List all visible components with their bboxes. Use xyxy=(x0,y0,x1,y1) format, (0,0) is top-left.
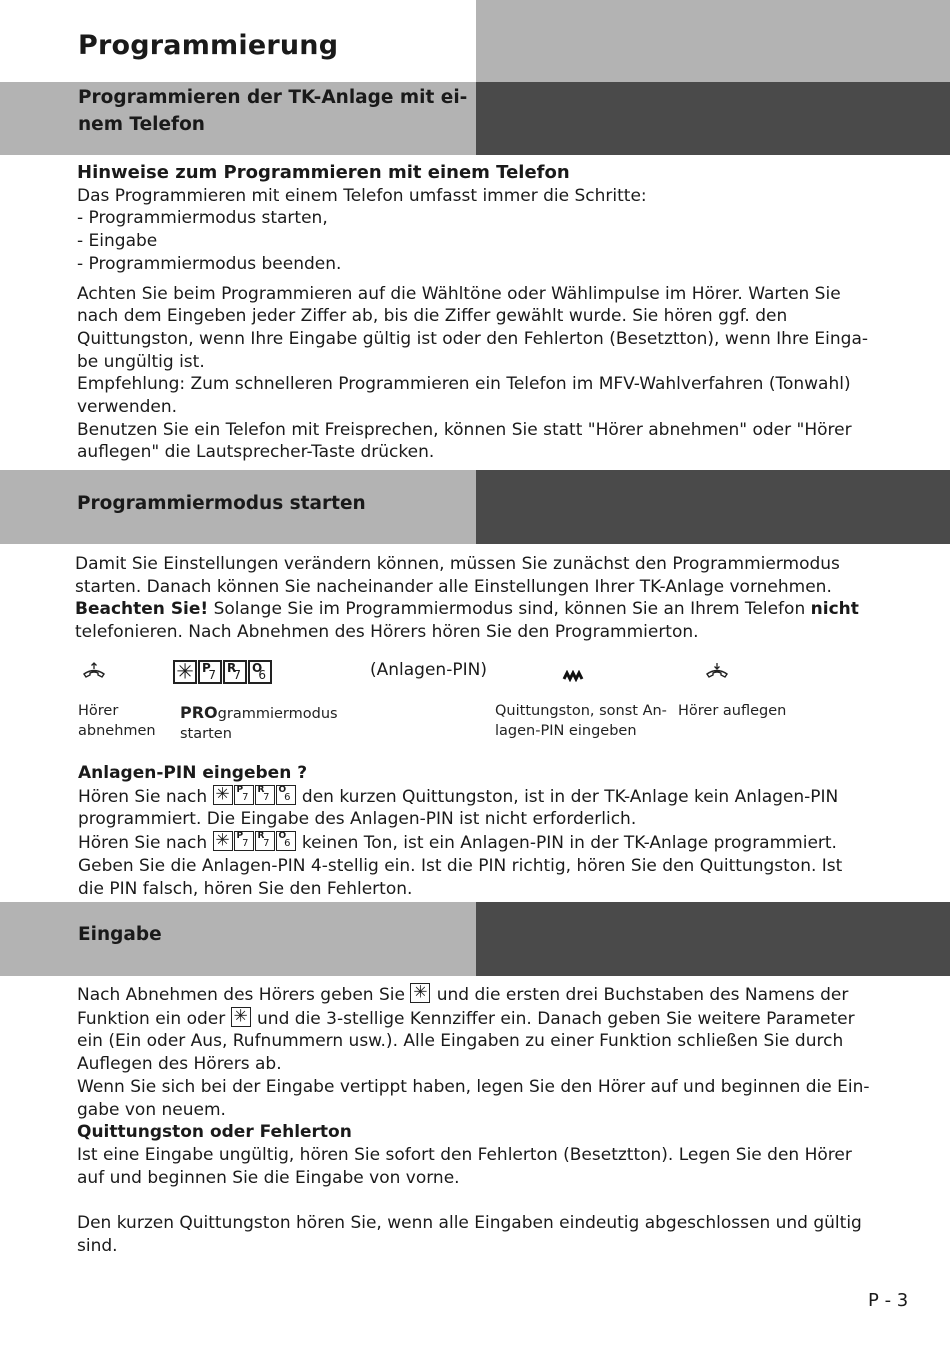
text-line: gabe von neuem. xyxy=(77,1099,226,1120)
caption-line: abnehmen xyxy=(78,722,156,739)
text-line: programmiert. Die Eingabe des Anlagen-PIN ist nicht erforderlich. xyxy=(78,809,637,830)
key-6-o: O 6 xyxy=(276,785,296,805)
caption-line xyxy=(180,703,338,725)
text-line xyxy=(78,785,928,809)
header-gray-block xyxy=(476,0,950,82)
hints-intro: Das Programmieren mit einem Telefon umfasst immer die Schritte: xyxy=(77,185,647,206)
text-span: Nach Abnehmen des Hörers geben Sie xyxy=(77,985,411,1005)
caption-text: grammiermodus xyxy=(217,706,338,722)
acknowledge-tone-icon xyxy=(562,667,584,686)
text-span: Hören Sie nach xyxy=(78,786,213,807)
caption-line: starten xyxy=(180,725,232,742)
key-7-p: P 7 xyxy=(234,831,254,851)
hints-heading: Hinweise zum Programmieren mit einem Telefon xyxy=(77,162,570,183)
section-heading-programmieren xyxy=(78,84,467,138)
hints-text-line: auflegen" die Lautsprecher-Taste drücken. xyxy=(77,442,435,463)
sub-heading: Quittungston oder Fehlerton xyxy=(77,1122,352,1143)
handset-lift-icon xyxy=(82,661,106,685)
key-sequence-programmiermodus xyxy=(173,660,273,685)
key-7-r: R 7 xyxy=(223,660,247,684)
key-6-o: O 6 xyxy=(276,831,296,851)
section-heading-eingabe: Eingabe xyxy=(78,924,162,945)
text-line xyxy=(77,983,927,1007)
star-key-icon: ✳ xyxy=(231,1007,251,1027)
bold-note: Beachten Sie! xyxy=(75,599,209,620)
key-7-p: P 7 xyxy=(198,660,222,684)
text-line: sind. xyxy=(77,1235,118,1256)
text-line: telefonieren. Nach Abnehmen des Hörers hören Sie den Programmierton. xyxy=(75,622,699,643)
hints-text-line: Empfehlung: Zum schnelleren Programmieren ein Telefon im MFV-Wahlverfahren (Tonwahl) xyxy=(77,374,851,395)
caption-hoerer-abnehmen xyxy=(78,702,156,741)
hints-text-line: Achten Sie beim Programmieren auf die Wähltöne oder Wählimpulse im Hörer. Warten Sie xyxy=(77,283,841,304)
text-line: Auflegen des Hörers ab. xyxy=(77,1054,282,1075)
caption-line: Hörer xyxy=(78,703,119,719)
star-key-icon: ✳ xyxy=(213,831,233,851)
star-key-icon: ✳ xyxy=(173,660,197,684)
text-line: auf und beginnen Sie die Eingabe von vorne. xyxy=(77,1167,460,1188)
key-7-r: R 7 xyxy=(255,831,275,851)
key-7-p: P 7 xyxy=(234,785,254,805)
key-6-o: O 6 xyxy=(248,660,272,684)
text-line xyxy=(77,1007,927,1031)
bold-word: nicht xyxy=(810,599,859,620)
page-title: Programmierung xyxy=(78,30,339,61)
text-line: Ist eine Eingabe ungültig, hören Sie sofort den Fehlerton (Besetztton). Legen Sie den Hörer xyxy=(77,1144,852,1165)
section-band-dark xyxy=(476,470,950,544)
text-line xyxy=(75,598,925,621)
caption-quittungston xyxy=(495,702,667,741)
text-line: ein (Ein oder Aus, Rufnummern usw.). Alle Eingaben zu einer Funktion schließen Sie durch xyxy=(77,1031,844,1052)
text-span: keinen Ton, ist ein Anlagen-PIN in der TK-Anlage programmiert. xyxy=(296,833,837,854)
text-line xyxy=(78,831,928,855)
handset-hangup-icon xyxy=(705,661,729,685)
section-heading-programmiermodus: Programmiermodus starten xyxy=(77,493,366,514)
text-span: Solange Sie im Programmiermodus sind, können Sie an Ihrem Telefon xyxy=(208,599,811,620)
caption-line: Quittungston, sonst An- xyxy=(495,703,667,719)
star-key-icon: ✳ xyxy=(213,785,233,805)
caption-programmiermodus xyxy=(180,703,338,744)
text-line: Wenn Sie sich bei der Eingabe vertippt haben, legen Sie den Hörer auf und beginnen die Ein- xyxy=(77,1076,870,1097)
hints-block xyxy=(77,162,917,464)
section-heading-line: Programmieren der TK-Anlage mit ei- xyxy=(78,87,468,108)
section-band-dark xyxy=(476,82,950,155)
step-item: - Programmiermodus beenden. xyxy=(77,253,342,274)
text-line: Den kurzen Quittungston hören Sie, wenn alle Eingaben eindeutig abgeschlossen und gültig xyxy=(77,1213,862,1234)
caption-hoerer-auflegen: Hörer auflegen xyxy=(678,703,787,719)
star-key-icon: ✳ xyxy=(410,983,430,1003)
step-item: - Programmiermodus starten, xyxy=(77,208,328,229)
hints-text-line: Benutzen Sie ein Telefon mit Freisprechen, können Sie statt "Hörer abnehmen" oder "Hörer xyxy=(77,419,852,440)
text-line: Geben Sie die Anlagen-PIN 4-stellig ein. Ist die PIN richtig, hören Sie den Quittungston. Ist xyxy=(78,855,843,876)
hints-text-line: Quittungston, wenn Ihre Eingabe gültig ist oder den Fehlerton (Besetztton), wenn Ihre Einga- xyxy=(77,328,868,349)
hints-text-line: verwenden. xyxy=(77,397,178,418)
hints-text-line: nach dem Eingeben jeder Ziffer ab, bis die Ziffer gewählt wurde. Sie hören ggf. den xyxy=(77,306,788,327)
text-line: starten. Danach können Sie nacheinander alle Einstellungen Ihrer TK-Anlage vornehmen. xyxy=(75,576,832,597)
step-item: - Eingabe xyxy=(77,231,158,252)
section-band-light xyxy=(0,902,476,976)
pin-block xyxy=(78,762,928,900)
pin-heading: Anlagen-PIN eingeben ? xyxy=(78,763,308,783)
text-span: und die ersten drei Buchstaben des Namens der xyxy=(431,985,849,1005)
text-line: Damit Sie Einstellungen verändern können, müssen Sie zunächst den Programmiermodus xyxy=(75,554,840,574)
caption-line: lagen-PIN eingeben xyxy=(495,722,637,739)
text-span: Funktion ein oder xyxy=(77,1008,231,1029)
eingabe-text xyxy=(77,983,927,1257)
text-span: Hören Sie nach xyxy=(78,833,213,854)
key-7-r: R 7 xyxy=(255,785,275,805)
text-span: und die 3-stellige Kennziffer ein. Danach geben Sie weitere Parameter xyxy=(251,1008,855,1029)
programmiermodus-text xyxy=(75,553,925,644)
page-number: P - 3 xyxy=(868,1290,909,1311)
text-span: den kurzen Quittungston, ist in der TK-Anlage kein Anlagen-PIN xyxy=(296,786,839,807)
text-line: die PIN falsch, hören Sie den Fehlerton. xyxy=(78,878,413,899)
section-band-dark xyxy=(476,902,950,976)
pin-label: (Anlagen-PIN) xyxy=(370,660,487,680)
section-heading-line: nem Telefon xyxy=(78,114,205,135)
caption-bold: PRO xyxy=(180,703,218,722)
hints-text-line: be ungültig ist. xyxy=(77,351,205,372)
